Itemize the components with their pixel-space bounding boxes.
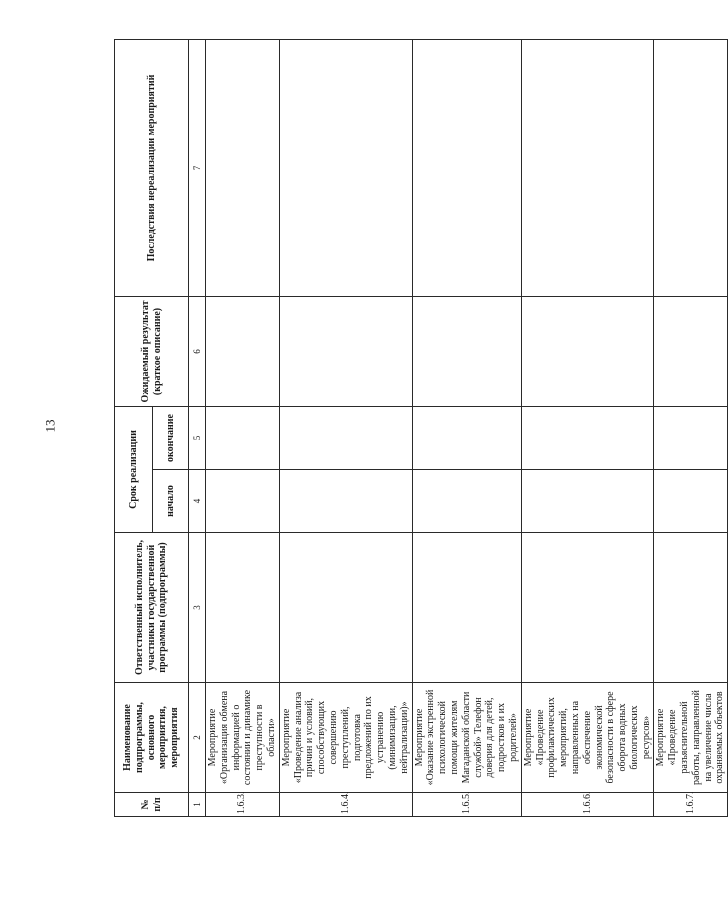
header-start: начало [153,470,189,533]
row-name: Мероприятие «Оказание экстренной психологической помощи жителям Магаданской области службой» Телефон доверия для детей, подростков и их родителей» [412,683,521,793]
col-index: 1 [189,793,206,817]
row-executor [521,533,654,683]
row-consequences [654,40,728,297]
col-index: 5 [189,407,206,470]
table-row [654,40,728,817]
header-end: окончание [153,407,189,470]
row-result [206,297,280,407]
col-index: 3 [189,533,206,683]
col-index: 7 [189,40,206,297]
row-end [206,407,280,470]
header-consequences: Последствия нереализации мероприятий [115,40,189,297]
header-result: Ожидаемый результат (краткое описание) [115,297,189,407]
row-start [206,470,280,533]
row-end [279,407,412,470]
header-num: № п/п [115,793,189,817]
row-executor [279,533,412,683]
col-index: 4 [189,470,206,533]
row-consequences [279,40,412,297]
col-index: 2 [189,683,206,793]
row-executor [654,533,728,683]
row-start [412,470,521,533]
row-executor [412,533,521,683]
row-result [412,297,521,407]
table-row [206,40,280,817]
col-index: 6 [189,297,206,407]
row-result [654,297,728,407]
row-start [654,470,728,533]
row-name: Мероприятие «Организация обмена информацией о состоянии и динамике преступности в области» [206,683,280,793]
header-name: Наименование подпрограммы, основного мероприятия, мероприятия [115,683,189,793]
row-name: Мероприятие «Проведение профилактических мероприятий, направленных на обеспечение экономической безопасности в сфере оборота водных биологических ресурсов» [521,683,654,793]
row-end [412,407,521,470]
row-number: 1.6.6. [521,793,654,817]
table-row [279,40,412,817]
row-consequences [412,40,521,297]
rotated-table-frame [114,40,726,817]
row-result [521,297,654,407]
row-number: 1.6.3. [206,793,280,817]
row-name: Мероприятие «Проведение разъяснительной работы, направленной на увеличение числа охраняемых объектов [654,683,728,793]
table-container [114,40,726,817]
row-executor [206,533,280,683]
page-number: 13 [42,419,58,433]
row-number: 1.6.7. [654,793,728,817]
row-consequences [521,40,654,297]
row-end [654,407,728,470]
row-name: Мероприятие «Проведение анализа причин и условий, способствующих совершению преступлений, подготовка предложений по их устранению (минимизации, нейтрализации)» [279,683,412,793]
row-end [521,407,654,470]
table-row [412,40,521,817]
table-row [521,40,654,817]
header-period: Срок реализации [115,407,153,533]
row-start [521,470,654,533]
row-number: 1.6.5. [412,793,521,817]
row-consequences [206,40,280,297]
header-executor: Ответственный исполнитель, участники государственной программы (подпрограммы) [115,533,189,683]
program-measures-table [114,39,728,817]
row-start [279,470,412,533]
row-result [279,297,412,407]
row-number: 1.6.4. [279,793,412,817]
